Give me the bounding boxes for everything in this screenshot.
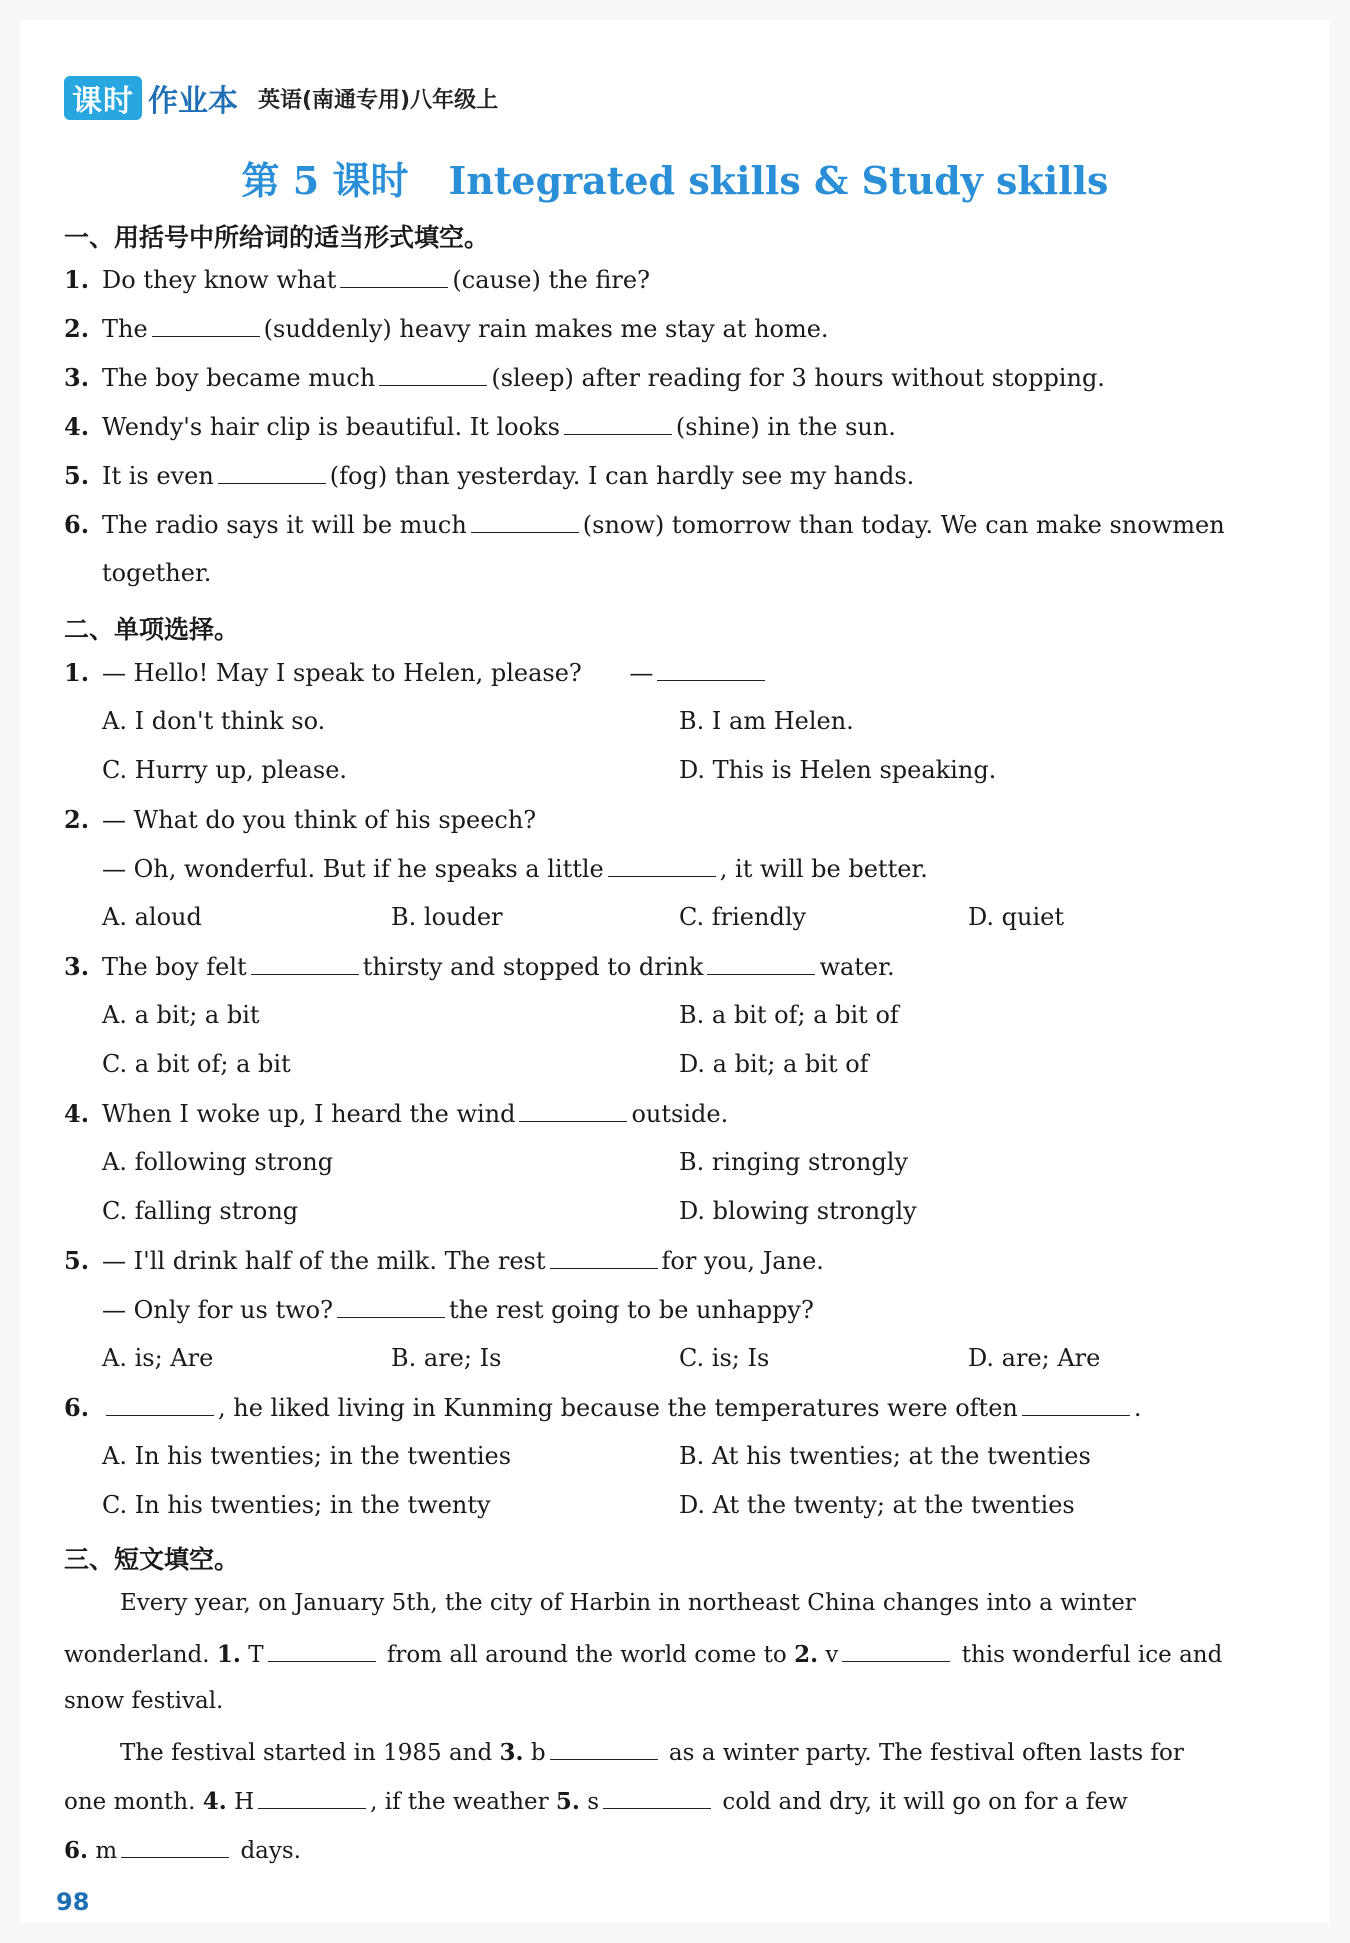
answer-blank[interactable] [152,314,260,337]
s2-q4-option-a[interactable]: A. following strong [102,1148,334,1176]
brand-logo: 课时 [64,76,142,120]
s2-q4-option-c[interactable]: C. falling strong [102,1197,299,1225]
answer-blank[interactable] [340,265,448,288]
s1-item-6-cont: together. [102,559,212,587]
page-header [64,73,498,123]
s1-item-6: 6. The radio says it will be much (snow) tomorrow than today. We can make snowmen [64,510,1225,539]
passage-p1-line3: snow festival. [64,1688,224,1714]
s1-item-5: 5. It is even (fog) than yesterday. I can hardly see my hands. [64,461,915,490]
answer-blank[interactable] [471,510,579,533]
s1-item-2: 2. The (suddenly) heavy rain makes me stay at home. [64,314,829,343]
answer-blank[interactable] [379,363,487,386]
s2-q1: 1. — Hello! May I speak to Helen, please? — [64,658,769,687]
answer-blank[interactable] [603,1786,711,1809]
s2-q3-option-b[interactable]: B. a bit of; a bit of [679,1001,899,1029]
s2-q4-option-b[interactable]: B. ringing strongly [679,1148,908,1176]
s2-q1-option-a[interactable]: A. I don't think so. [102,707,326,735]
answer-blank[interactable] [550,1737,658,1760]
workbook-page [20,20,1330,1923]
passage-p1-line1: Every year, on January 5th, the city of Harbin in northeast China changes into a winter [120,1590,1136,1616]
brand-name: 作业本 [148,84,238,119]
lesson-number: 第 5 课时 [241,158,409,203]
answer-blank[interactable] [121,1835,229,1858]
answer-blank[interactable] [251,952,359,975]
subject-label: 英语(南通专用)八年级上 [258,87,499,113]
page-title [20,150,1330,205]
s2-q1-option-b[interactable]: B. I am Helen. [679,707,854,735]
page-number: 98 [56,1888,90,1916]
s2-q2-option-b[interactable]: B. louder [391,903,503,931]
s2-q3-option-a[interactable]: A. a bit; a bit [102,1001,260,1029]
section1-heading: 一、用括号中所给词的适当形式填空。 [64,223,490,252]
s2-q6-option-d[interactable]: D. At the twenty; at the twenties [679,1491,1075,1519]
s1-item-1: 1. Do they know what (cause) the fire? [64,265,650,294]
s2-q6-option-b[interactable]: B. At his twenties; at the twenties [679,1442,1091,1470]
s2-q6-option-a[interactable]: A. In his twenties; in the twenties [102,1442,512,1470]
passage-p2-line2: one month. 4. H , if the weather 5. s cold and dry, it will go on for a few [64,1788,1128,1815]
answer-blank[interactable] [657,658,765,681]
s2-q4: 4. When I woke up, I heard the wind outside. [64,1099,729,1128]
s2-q5: 5. — I'll drink half of the milk. The rest for you, Jane. [64,1246,824,1275]
s2-q1-option-c[interactable]: C. Hurry up, please. [102,756,348,784]
s2-q1-option-d[interactable]: D. This is Helen speaking. [679,756,997,784]
s2-q2: 2. — What do you think of his speech? [64,805,537,834]
s2-q2-option-c[interactable]: C. friendly [679,903,807,931]
s2-q6: 6. , he liked living in Kunming because the temperatures were often . [64,1393,1142,1422]
answer-blank[interactable] [564,412,672,435]
answer-blank[interactable] [707,952,815,975]
s2-q5-option-b[interactable]: B. are; Is [391,1344,502,1372]
answer-blank[interactable] [218,461,326,484]
answer-blank[interactable] [268,1639,376,1662]
s2-q6-option-c[interactable]: C. In his twenties; in the twenty [102,1491,491,1519]
s2-q4-option-d[interactable]: D. blowing strongly [679,1197,917,1225]
s2-q2-option-d[interactable]: D. quiet [968,903,1064,931]
answer-blank[interactable] [1022,1393,1130,1416]
answer-blank[interactable] [842,1639,950,1662]
s1-item-4: 4. Wendy's hair clip is beautiful. It looks (shine) in the sun. [64,412,896,441]
s2-q3-option-d[interactable]: D. a bit; a bit of [679,1050,869,1078]
s2-q3-option-c[interactable]: C. a bit of; a bit [102,1050,291,1078]
passage-p2-line1: The festival started in 1985 and 3. b as a winter party. The festival often lasts for [120,1739,1184,1766]
answer-blank[interactable] [608,854,716,877]
answer-blank[interactable] [106,1393,214,1416]
s2-q3: 3. The boy felt thirsty and stopped to drink water. [64,952,895,981]
passage-p2-line3: 6. m days. [64,1837,301,1864]
lesson-topic: Integrated skills & Study skills [448,158,1109,203]
section3-heading: 三、短文填空。 [64,1545,240,1574]
s2-q2-line2: — Oh, wonderful. But if he speaks a little , it will be better. [102,855,928,883]
s2-q5-option-c[interactable]: C. is; Is [679,1344,770,1372]
answer-blank[interactable] [258,1786,366,1809]
s1-item-3: 3. The boy became much (sleep) after reading for 3 hours without stopping. [64,363,1105,392]
answer-blank[interactable] [337,1295,445,1318]
s2-q2-option-a[interactable]: A. aloud [102,903,202,931]
s2-q5-line2: — Only for us two? the rest going to be unhappy? [102,1296,814,1324]
answer-blank[interactable] [519,1099,627,1122]
passage-p1-line2: wonderland. 1. T from all around the world come to 2. v this wonderful ice and [64,1641,1223,1668]
s2-q5-option-d[interactable]: D. are; Are [968,1344,1101,1372]
answer-blank[interactable] [550,1246,658,1269]
s2-q5-option-a[interactable]: A. is; Are [102,1344,214,1372]
section2-heading: 二、单项选择。 [64,615,240,644]
